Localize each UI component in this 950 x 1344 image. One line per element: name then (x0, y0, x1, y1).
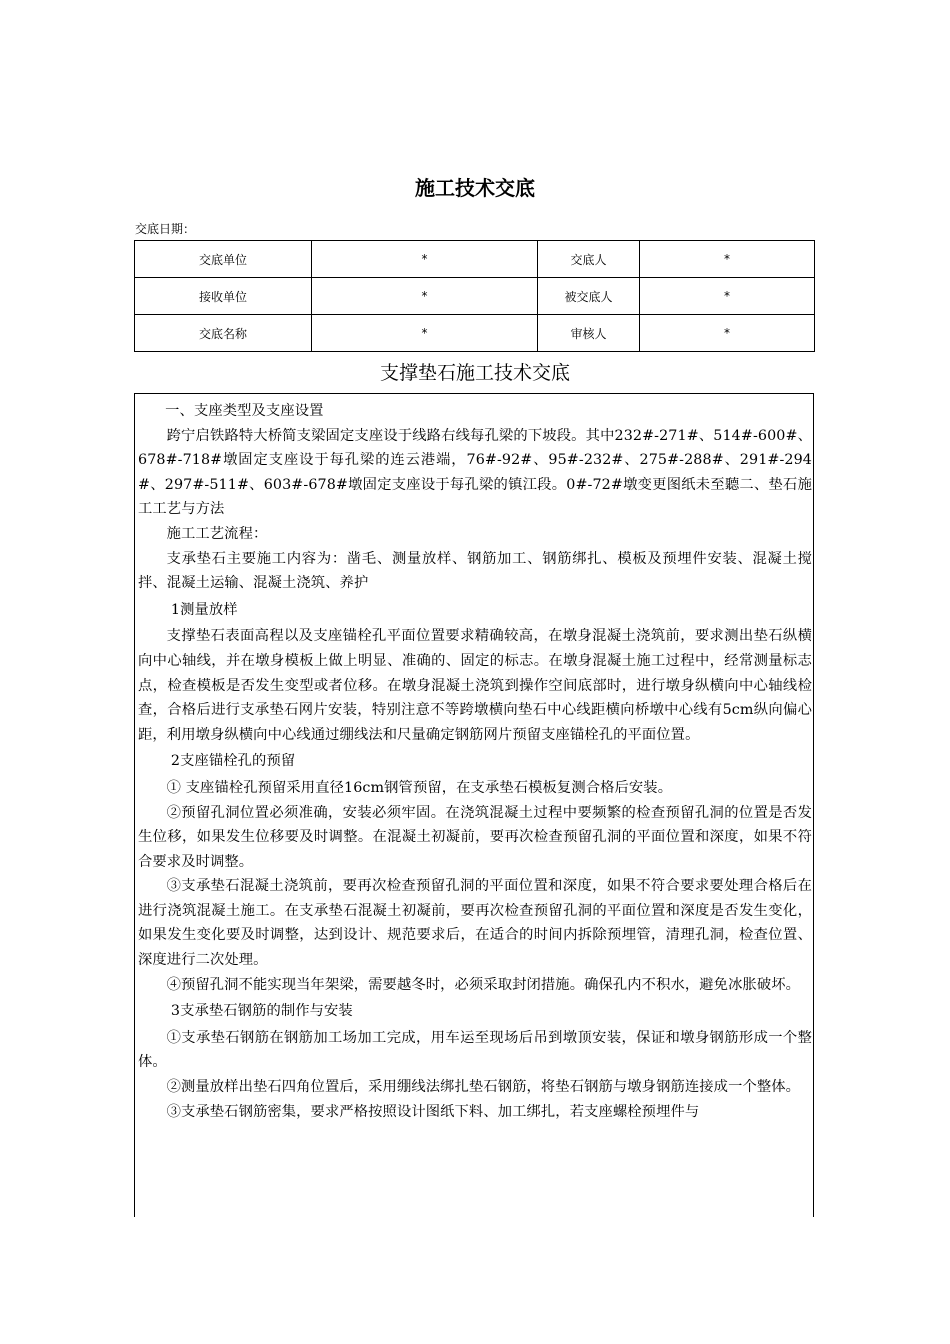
table-row (135, 241, 815, 278)
document-body (135, 394, 813, 1124)
receiving-unit-value: * (312, 278, 538, 315)
disclosure-date-label: 交底日期： (135, 222, 196, 236)
paragraph: 支撑垫石表面高程以及支座锚栓孔平面位置要求精确较高，在墩身混凝土浇筑前，要求测出垫石纵横向中心轴线，并在墩身模板上做上明显、准确的、固定的标志。在墩身混凝土施工过程中，经常测量标志点，检查模板是否发生变型或者位移。在墩身混凝土浇筑到操作空间底部时，进行墩身纵横向中心轴线检查，合格后进行支承垫石网片安装，特别注意不等跨墩横向垫石中心线距横向桥墩中心线有5cm纵向偏心距，利用墩身纵横向中心线通过绷线法和尺量确定钢筋网片预留支座锚栓孔的平面位置。 (138, 628, 812, 743)
recipient-label: 被交底人 (538, 278, 640, 315)
disclosure-unit-label: 交底单位 (135, 241, 312, 278)
paragraph: 跨宁启铁路特大桥简支梁固定支座设于线路右线每孔梁的下坡段。其中232#-271#、514#-600#、678#-718#墩固定支座设于每孔梁的连云港端，76#-92#、95#-232#、275#-288#、291#-294#、297#-511#、603#-678#墩固定支座设于每孔梁的镇江段。0#-72#墩变更图纸未至聽二、垫石施工工艺与方法 (138, 427, 812, 518)
paragraph: 施工工艺流程： (166, 525, 268, 542)
paragraph: ③支承垫石钢筋密集，要求严格按照设计图纸下料、加工绑扎，若支座螺栓预埋件与 (166, 1103, 700, 1120)
section-heading: 3支承垫石钢筋的制作与安装 (170, 1003, 353, 1020)
disclosure-unit-value: * (312, 241, 538, 278)
recipient-value: * (640, 278, 815, 315)
reviewer-value: * (640, 315, 815, 352)
paragraph: ①支承垫石钢筋在钢筋加工场加工完成，用车运至现场后吊到墩顶安装，保证和墩身钢筋形成一个整体。 (138, 1029, 812, 1071)
table-row (135, 315, 815, 352)
disclosure-info-table (134, 240, 815, 352)
paragraph: 支承垫石主要施工内容为：凿毛、测量放样、钢筋加工、钢筋绑扎、模板及预埋件安装、混凝土搅拌、混凝土运输、混凝土浇筑、养护 (138, 550, 812, 592)
content-box (134, 393, 814, 1217)
reviewer-label: 审核人 (538, 315, 640, 352)
section-heading: 一、支座类型及支座设置 (165, 403, 324, 419)
disclosure-name-label: 交底名称 (135, 315, 312, 352)
paragraph: ③支承垫石混凝土浇筑前，要再次检查预留孔洞的平面位置和深度，如果不符合要求要处理合格后在进行浇筑混凝土施工。在支承垫石混凝土初凝前，要再次检查预留孔洞的平面位置和深度是否发生变化，如果发生变化要及时调整，达到设计、规范要求后，在适合的时间内拆除预埋管，清理孔洞，检查位置、深度进行二次处理。 (138, 878, 812, 969)
paragraph: ②测量放样出垫石四角位置后，采用绷线法绑扎垫石钢筋，将垫石钢筋与墩身钢筋连接成一个整体。 (166, 1079, 801, 1096)
page-title: 施工技术交底 (415, 176, 535, 200)
document-title: 支撑垫石施工技术交底 (379, 362, 570, 384)
discloser-label: 交底人 (538, 241, 640, 278)
paragraph: ②预留孔洞位置必须准确，安装必须牢固。在浇筑混凝土过程中要频繁的检查预留孔洞的位置是否发生位移，如果发生位移要及时调整。在混凝土初凝前，要再次检查预留孔洞的平面位置和深度，如果不符合要求及时调整。 (138, 804, 812, 870)
discloser-value: * (640, 241, 815, 278)
paragraph: ④预留孔洞不能实现当年架梁，需要越冬时，必须采取封闭措施。确保孔内不积水，避免冰胀破坏。 (166, 976, 801, 993)
disclosure-name-value: * (312, 315, 538, 352)
section-heading: 2支座锚栓孔的预留 (170, 753, 296, 770)
paragraph: ① 支座锚栓孔预留采用直径16cm钢管预留，在支承垫石模板复测合格后安装。 (166, 779, 673, 796)
receiving-unit-label: 接收单位 (135, 278, 312, 315)
section-heading: 1测量放样 (170, 601, 238, 618)
table-row (135, 278, 815, 315)
